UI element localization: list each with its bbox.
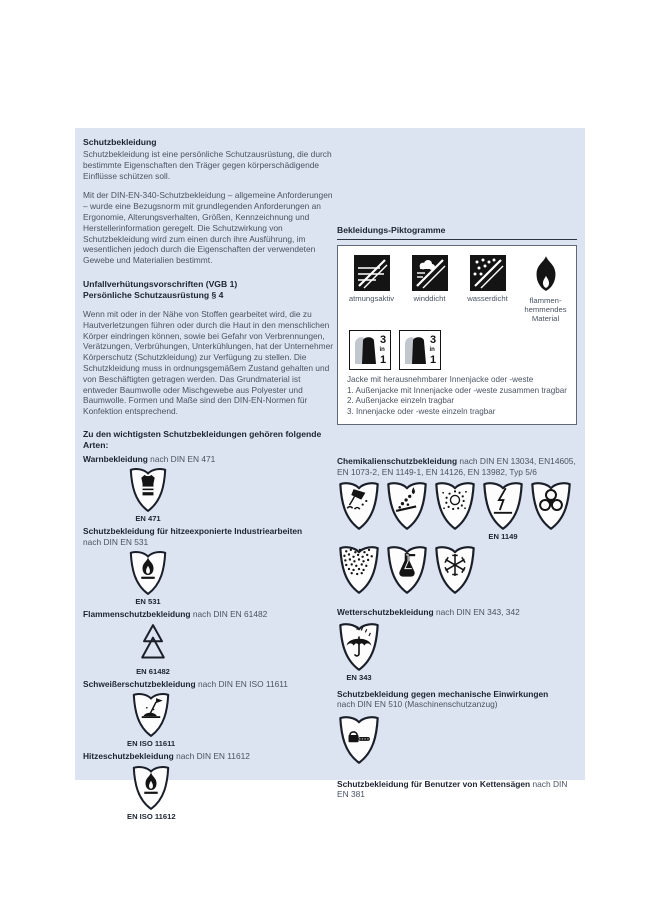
jacket-note-item-1: 1. Außenjacke mit Innenjacke oder -weste zusammen tragbar [347,385,567,395]
double-triangle-icon [135,622,171,666]
pictogram-box [337,245,577,425]
shield-dust-particles-icon [337,544,381,595]
jacket-pictogram-row [349,330,570,370]
pictogram-flame-retardant [521,255,570,323]
figure [481,480,525,541]
section-heading: Schutzbekleidung für hitzeexponierte Industriearbeiten nach DIN EN 531 [83,526,303,547]
section-mechanische-einwirkungen [337,689,577,770]
figure [433,480,477,531]
figure [385,480,429,531]
shield-biohazard-icon [529,480,573,531]
section-chemikalienschutz [337,456,577,595]
page-panel [75,128,585,821]
pictogram-label: wasserdicht [467,294,508,303]
din-en-340-paragraph: Mit der DIN-EN-340-Schutzbekleidung – allgemeine Anforderungen – wurde eine Bezugsnorm mit grundlegenden Anforderungen an Ergonomie, Alterungsverhalten, Größen, Kennzeichnung und Herstellerinformation geregelt. Die Schutzwirkung von Schutzbekleidung wird zum einen durch ihre Ausführung, im wesentlichen jedoch durch die Eigenschaften der verwendeten Gewebe und Materialien bestimmt. [83,190,333,266]
chemical-shield-row-2 [337,544,577,595]
section-heading: Wetterschutzbekleidung nach DIN EN 343, 342 [337,607,520,617]
flame-retardant-icon [530,255,562,293]
shield-liquid-droplets-icon [385,480,429,531]
svg-text:1: 1 [380,354,387,366]
section-flammenschutz [83,609,337,676]
jacket-note-item-2: 2. Außenjacke einzeln tragbar [347,396,455,405]
pictogram-row [347,255,570,323]
pictogram-waterproof [463,255,512,303]
right-column [337,225,577,803]
pictogram-label: atmungsaktiv [348,294,395,303]
shield-chainsaw-icon [337,714,381,765]
section-heading: Flammenschutzbekleidung nach DIN EN 61482 [83,609,268,620]
svg-text:1: 1 [430,354,437,366]
regulation-heading-line2: Persönliche Schutzausrüstung § 4 [83,289,224,300]
figure [433,544,477,595]
shield-chemical-splash-icon [337,480,381,531]
shield-flame-icon [130,764,172,811]
figure [127,691,175,748]
section-heading: Hitzeschutzbekleidung nach DIN EN 11612 [83,751,250,762]
figure [337,714,381,765]
section-hitzeschutz [83,751,337,821]
section-heading: Chemikalienschutzbekleidung nach DIN EN 13034, EN14605, EN 1073-2, EN 1149-1, EN 14126, EN 13982, Typ 5/6 [337,456,576,477]
svg-text:3: 3 [380,334,387,346]
shield-flame-icon [127,549,169,596]
svg-text:3: 3 [430,334,437,346]
section-lead-heading: Zu den wichtigsten Schutzbekleidungen gehören folgende Arten: [83,428,322,450]
section-heading: Schweißerschutzbekleidung nach DIN EN ISO 11611 [83,678,288,689]
norm-caption: EN 531 [135,597,161,607]
figure [529,480,573,531]
intro-paragraph: Schutzbekleidung ist eine persönliche Schutzausrüstung, die durch bestimmte Eigenschaften den Träger gegen körperschädigende Einflüsse schützen soll. [83,149,332,181]
figure [127,466,169,523]
shield-electrostatic-lightning-icon [481,480,525,531]
shield-snowflake-cold-icon [433,544,477,595]
shield-welding-torch-icon [130,691,172,738]
section-kettensaegen [337,779,577,800]
section-wetterschutz [337,607,577,682]
figure [127,549,169,606]
norm-caption: EN 1149 [488,532,518,541]
figure [385,544,429,595]
section-warnbekleidung [83,454,337,524]
svg-text:in: in [379,347,385,353]
figure [337,621,381,682]
jacket-note-intro: Jacke mit herausnehmbarer Innenjacke oder -weste [347,375,534,384]
left-column [83,137,337,824]
figure [337,480,381,531]
section-heading: Schutzbekleidung gegen mechanische Einwirkungen nach DIN EN 510 (Maschinenschutzanzug) [337,688,549,709]
norm-caption: EN 471 [135,514,161,524]
chemical-shield-row-1 [337,480,577,541]
norm-caption: EN 343 [346,672,372,682]
page-title: Schutzbekleidung [83,137,157,147]
pictogram-windproof [405,255,454,303]
section-hitzeexponiert [83,526,337,606]
jacket-note-item-3: 3. Innenjacke oder -weste einzeln tragbar [347,406,496,416]
figure [127,764,176,821]
shield-gas-flask-icon [385,544,429,595]
pictogram-label: flammen-hemmendes Material [524,296,567,323]
shield-particle-ring-icon [433,480,477,531]
shield-safety-vest-icon [127,466,169,513]
norm-caption: EN ISO 11612 [127,811,176,821]
shield-umbrella-rain-icon [337,621,381,672]
svg-text:in: in [429,347,435,353]
pictogram-breathable [347,255,396,303]
windproof-icon [412,255,448,291]
figure [135,622,171,676]
three-in-one-jacket-icon [349,330,391,370]
three-in-one-jacket-icon [399,330,441,370]
norm-caption: EN ISO 11611 [127,739,176,749]
section-heading: Schutzbekleidung für Benutzer von Kettensägen nach DIN EN 381 [337,778,568,799]
regulation-heading-line1: Unfallverhütungsvorschriften (VGB 1) [83,278,238,289]
norm-caption: EN 61482 [136,666,170,676]
section-heading: Warnbekleidung nach DIN EN 471 [83,453,216,464]
pictogram-box-title: Bekleidungs-Piktogramme [337,225,577,240]
figure [337,544,381,595]
pictogram-label: winddicht [413,294,446,303]
regulation-paragraph: Wenn mit oder in der Nähe von Stoffen gearbeitet wird, die zu Hautverletzungen führen oder durch die Haut in den menschlichen Körper eindringen können, sowie bei Gefahr von Verbrennungen, Verätzungen, Verbrühungen, Unterkühlungen, hat der Unternehmer Körperschutz (Schutzkleidung) zur Verfügung zu stellen. Die Schutzkleidung muss in ordnungsgemäßem Zustand gehalten und von Beschäftigten getragen werden. Das Grundmaterial ist entweder Baumwolle oder Mischgewebe aus Polyester und Baumwolle. Formen und Maße sind den DIN-EN-Normen für Konfektion entsprechend. [83,308,334,417]
section-schweisserschutz [83,679,337,749]
breathable-icon [354,255,390,291]
waterproof-icon [470,255,506,291]
